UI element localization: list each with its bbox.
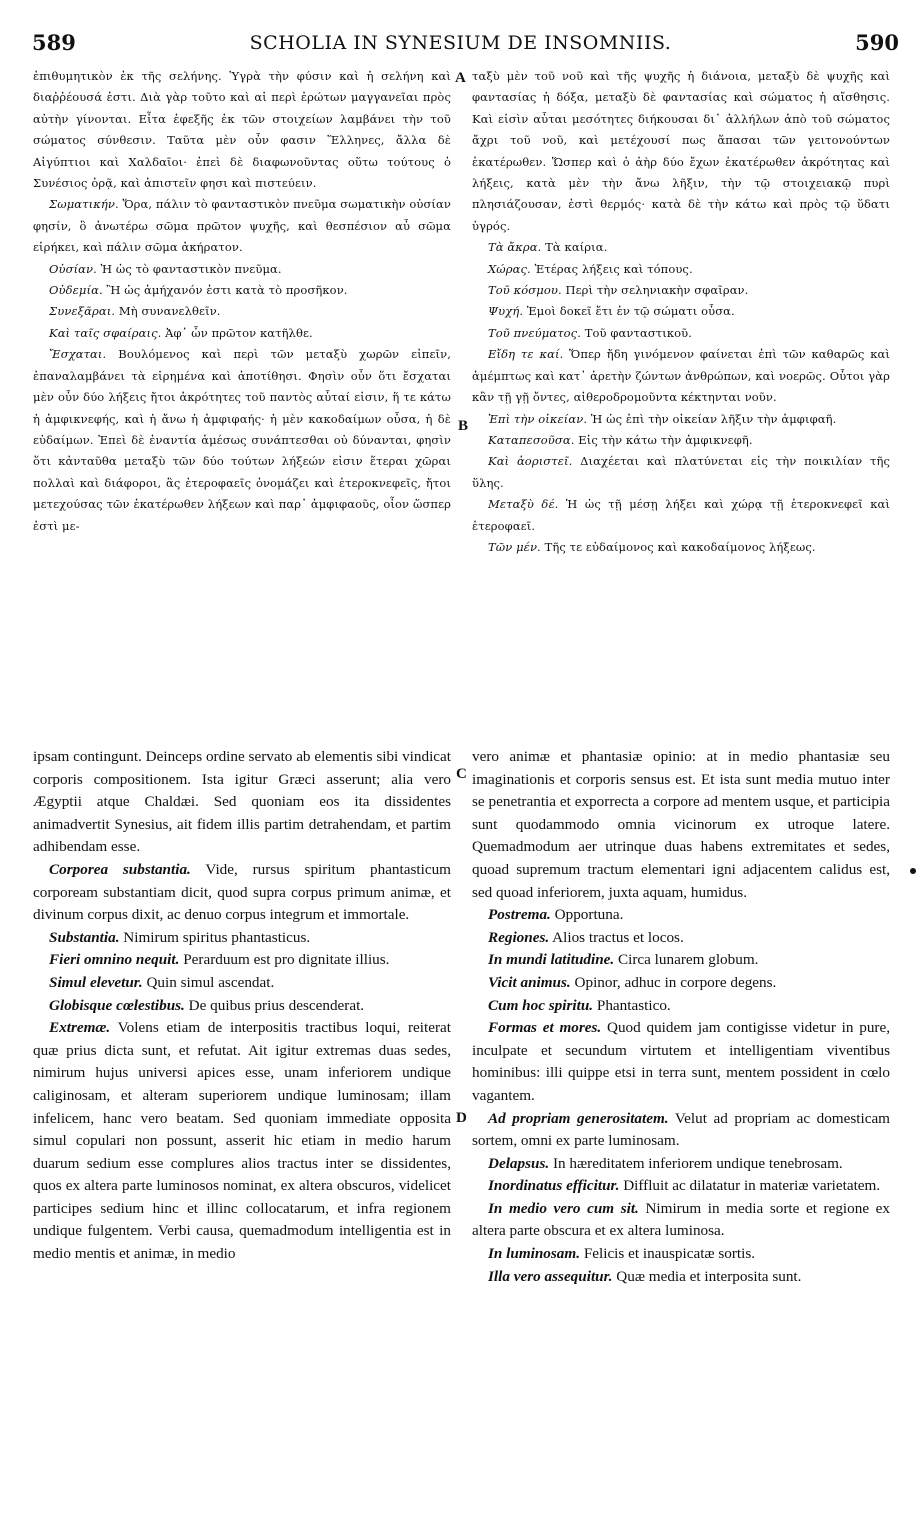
entry-text: vero animæ et phantasiæ opinio: at in medio phantasiæ seu imaginationis et corporis sensus est. Et ista sunt media mutuo inter se penetrantia et exporrecta a corpore ad mentem usque, et participia sunt quodammodo omnia vicinorum ex utroque latere. Quemadmodum aer utrinque duas habens extremitates et sedes, quoad supremum tractum elementari igni adjacentem calidus est, sed quoad inferiorem, juxta aquam, humidus.	[472, 748, 890, 901]
lemma-heading: Fieri omnino nequit.	[49, 951, 180, 969]
scholion-entry	[33, 746, 451, 859]
lemma-heading: Ad propriam generositatem.	[488, 1109, 669, 1127]
lemma-heading: Formas et mores.	[488, 1019, 602, 1037]
entry-text: Εἰς τὴν κάτω τὴν ἀμφικνεφῆ.	[578, 432, 753, 447]
entry-text: ἐπιθυμητικὸν ἐκ τῆς σελήνης. Ὑγρὰ τὴν φύσιν καὶ ἡ σελήνη καὶ διαῤῥέουσά ἐστι. Διὰ γὰρ τοῦτο καὶ αἱ περὶ ἐρώτων μαγγανεῖαι πρὸς αὐτὴν γίνονται. Εἶτα ἐφεξῆς ἐκ τῶν στοιχείων λαμβάνει τὴν τοῦ σώματος σύνθεσιν. Ταῦτα μὲν οὖν φασιν Ἕλληνες, ἄλλα δὲ Αἰγύπτιοι καὶ Χαλδαῖοι· ἐπεὶ δὲ διαφωνοῦντας οὕτω τούτους ὁ Συνέσιος ὁρᾷ, καὶ ἀπιστεῖν φησι καὶ πιστεύειν.	[33, 69, 451, 191]
scholion-entry	[472, 451, 890, 494]
lemma-heading: Postrema.	[488, 906, 551, 924]
entry-text: Perarduum est pro dignitate illius.	[183, 951, 390, 969]
running-title: SCHOLIA IN SYNESIUM DE INSOMNIIS.	[249, 32, 672, 54]
entry-text: Quod quidem jam contigisse videtur in pure, inculpate et secundum virtutem et intelligentiam viventibus hominibus: illi quippe etsi in terra sunt, mentem possident in cœlo vagantem.	[472, 1019, 891, 1104]
scholion-entry	[472, 537, 890, 558]
lemma-heading: Vicit animus.	[488, 973, 571, 991]
entry-text: Felicis et inauspicatæ sortis.	[583, 1245, 756, 1263]
margin-marker-b: B	[458, 418, 469, 434]
entry-text: ipsam contingunt. Deinceps ordine servato ab elementis sibi vindicat corporis compositionem. Ista igitur Græci asserunt; alia vero Ægyptii atque Chaldæi. Sed quoniam eos ita dissidentes animadvertit Synesius, ait fidem illis partim detrahendam, et partim adhibendam esse.	[33, 748, 451, 856]
lemma-heading: In mundi latitudine.	[488, 951, 615, 969]
scholion-entry	[472, 746, 890, 904]
greek-column-left	[33, 66, 451, 537]
scholion-entry	[472, 1243, 890, 1266]
entry-text: Μὴ συνανελθεῖν.	[118, 304, 221, 319]
entry-text: Ὅρα, πάλιν τὸ φανταστικὸν πνεῦμα σωματικὴν οὐσίαν φησίν, ὃ ἀνωτέρω σῶμα πρῶτον ψυχῆς, καὶ θεσπέσιον αὖ σῶμα εἰρήκει, καὶ πάλιν σῶμα ἀκήρατον.	[33, 197, 451, 255]
lemma-heading: Illa vero assequitur.	[488, 1267, 613, 1285]
scholion-entry	[33, 280, 451, 301]
scholion-entry	[472, 237, 890, 258]
lemma-heading: Simul elevetur.	[49, 973, 143, 991]
lemma-heading: Εἴδη τε καί.	[488, 347, 564, 362]
entry-text: Velut ad propriam ac domesticam sortem, omni ex parte luminosam.	[472, 1109, 890, 1150]
scholion-entry	[472, 494, 890, 537]
margin-marker-a: A	[455, 70, 466, 86]
lemma-heading: Delapsus.	[488, 1154, 550, 1172]
entry-text: Opinor, adhuc in corpore degens.	[574, 973, 777, 991]
entry-text: Vide, rursus spiritum phantasticum corpoream substantiam dicit, quod supra corpus primum animæ, et divinum corpus dixit, ac denuo corpus integrum et immortale.	[33, 860, 451, 924]
scholion-entry	[472, 323, 890, 344]
entry-text: Alios tractus et locos.	[552, 928, 684, 946]
margin-marker-d: D	[456, 1110, 467, 1126]
lemma-heading: Συνεξᾶραι.	[49, 304, 116, 319]
lemma-heading: Globisque cœlestibus.	[49, 996, 185, 1014]
lemma-heading: Χώρας.	[488, 261, 531, 276]
entry-text: Ἀφ᾽ ὧν πρῶτον κατῆλθε.	[165, 325, 313, 340]
latin-column-left	[33, 746, 451, 1266]
entry-text: Quæ media et interposita sunt.	[616, 1267, 802, 1285]
scholion-entry	[472, 927, 890, 950]
entry-text: Circa lunarem globum.	[617, 951, 759, 969]
lemma-heading: Καταπεσοῦσα.	[488, 432, 575, 447]
scholion-entry	[472, 1266, 890, 1289]
entry-text: Τὰ καίρια.	[545, 240, 608, 255]
margin-dot-mark	[910, 868, 916, 874]
scholion-entry	[472, 301, 890, 322]
page-number-right: 590	[855, 30, 899, 55]
entry-text: Βουλόμενος καὶ περὶ τῶν μεταξὺ χωρῶν εἰπεῖν, ἐπαναλαμβάνει τὰ εἰρημένα καὶ ἀποτίθησι. Φησὶν οὖν ὅτι ἔσχαται μὲν οὖν δύο λήξεις ἤτοι ἀκρότητες τοῦ παντὸς αὗταί εἰσιν, ἥ τε κάτω ἡ ἀμφικνεφής, καὶ ἡ ἄνω ἡ ἀμφιφαής· ἡ μὲν κακοδαίμων οὖσα, ἡ δὲ εὐδαίμων. Ἐπεὶ δὲ ἐναντία ἀμέσως συνάπτεσθαι οὐ δύνανται, φησὶν ὅτι κἀνταῦθα μεταξὺ τῶν δύο τούτων λήξεών εἰσιν ἕτεραι χῶραι πολλαὶ καὶ διάφοροι, ἃς ἑτεροφαεῖς ὀνομάζει καὶ ἑτεροκνεφεῖς, ἤτοι μετεχούσας τῶν ἑκατέρωθεν λήξεων καὶ παρ᾽ ἀμφιφαοῦς, οἷον ὥσπερ ἐστὶ με-	[33, 347, 451, 533]
scholion-entry	[33, 344, 451, 537]
scholion-entry	[472, 1153, 890, 1176]
scholion-entry	[33, 927, 451, 950]
entry-text: Phantastico.	[596, 996, 671, 1014]
lemma-heading: Cum hoc spiritu.	[488, 996, 594, 1014]
lemma-heading: In luminosam.	[488, 1245, 581, 1263]
scholion-entry	[33, 1017, 451, 1266]
lemma-heading: In medio vero cum sit.	[488, 1199, 639, 1217]
entry-text: Volens etiam de interpositis tractibus loqui, reiterat quæ prius dicta sunt, et refutat. Ait igitur extremas duas sedes, nimirum hujus universi apices esse, unam inferiorem undique caliginosam, et alteram superiorem undique luminosam; illam infelicem, hanc vero beatam. Sed quoniam immediate opposita simul copulari non possunt, asserit hic etiam in medio harum duarum sedium esse complures alios tractus inter se dissidentes, quos ex altera parte luminosos nominat, ex altera obscuros, videlicet participes sedium hinc et illinc collocatarum, et infra regionem undique fulgentem. Verbi causa, quemadmodum intelligentia est in medio mentis et animæ, in medio	[33, 1019, 451, 1263]
entry-text: Nimirum in media sorte et regione ex altera parte obscura et ex altera luminosa.	[472, 1199, 891, 1240]
entry-text: In hæreditatem inferiorem undique tenebrosam.	[552, 1154, 843, 1172]
entry-text: Quin simul ascendat.	[146, 973, 275, 991]
margin-marker-c: C	[456, 766, 467, 782]
scholion-entry	[33, 194, 451, 258]
scholion-entry	[472, 904, 890, 927]
lemma-heading: Ψυχή.	[488, 304, 524, 319]
lemma-heading: Ἐπὶ τὴν οἰκείαν.	[488, 411, 588, 426]
lemma-heading: Inordinatus efficitur.	[488, 1177, 620, 1195]
scholion-entry	[472, 430, 890, 451]
lemma-heading: Corporea substantia.	[49, 860, 191, 878]
scholion-entry	[472, 972, 890, 995]
lemma-heading: Καὶ ἀοριστεῖ.	[488, 454, 573, 469]
scholion-entry	[472, 409, 890, 430]
lemma-heading: Extremæ.	[49, 1019, 111, 1037]
scholion-entry	[472, 949, 890, 972]
entry-text: Περὶ τὴν σεληνιακὴν σφαῖραν.	[565, 283, 749, 298]
entry-text: Τοῦ φανταστικοῦ.	[584, 325, 693, 340]
scholion-entry	[472, 344, 890, 408]
greek-column-right	[472, 66, 890, 558]
lemma-heading: Ἔσχαται.	[49, 347, 107, 362]
entry-text: De quibus prius descenderat.	[188, 996, 365, 1014]
lemma-heading: Οὐδεμία.	[49, 283, 103, 298]
scholion-entry	[33, 995, 451, 1018]
entry-text: Διαχέεται καὶ πλατύνεται εἰς τὴν ποικιλίαν τῆς ὕλης.	[472, 454, 890, 490]
entry-text: Ἢ ὡς ἀμήχανόν ἐστι κατὰ τὸ προσῆκον.	[106, 283, 348, 298]
entry-text: Ὅπερ ἤδη γινόμενον φαίνεται ἐπὶ τῶν καθαρῶς καὶ ἀμέμπτως καὶ κατ᾽ ἀρετὴν ζώντων ἀνθρώπων, καὶ νοερῶς. Οὗτοι γὰρ κἂν τῇ γῇ ὄντες, αἰθεροδρομοῦντα κέκτηνται νοῦν.	[472, 347, 890, 405]
scholion-entry	[33, 323, 451, 344]
scholion-entry	[472, 66, 890, 237]
page-number-left: 589	[32, 30, 76, 55]
scholion-entry	[472, 995, 890, 1018]
lemma-heading: Τῶν μέν.	[488, 539, 541, 554]
entry-text: Opportuna.	[554, 906, 624, 924]
scholion-entry	[472, 280, 890, 301]
entry-text: Ἑτέρας λήξεις καὶ τόπους.	[534, 261, 693, 276]
lemma-heading: Τοῦ κόσμου.	[488, 283, 562, 298]
entry-text: Ἐμοὶ δοκεῖ ἔτι ἐν τῷ σώματι οὖσα.	[526, 304, 735, 319]
scholion-entry	[33, 301, 451, 322]
scholion-entry	[472, 1175, 890, 1198]
lemma-heading: Τοῦ πνεύματος.	[488, 325, 581, 340]
scholion-entry	[472, 1017, 890, 1107]
entry-text: Nimirum spiritus phantasticus.	[123, 928, 311, 946]
entry-text: Ἡ ὡς τὸ φανταστικὸν πνεῦμα.	[100, 261, 282, 276]
scholion-entry	[472, 1198, 890, 1243]
lemma-heading: Μεταξὺ δέ.	[488, 497, 559, 512]
lemma-heading: Καὶ ταῖς σφαίραις.	[49, 325, 162, 340]
entry-text: Ἡ ὡς τῇ μέσῃ λήξει καὶ χώρᾳ τῇ ἑτεροκνεφεῖ καὶ ἑτεροφαεῖ.	[472, 497, 890, 533]
entry-text: Diffluit ac dilatatur in materiæ varietatem.	[623, 1177, 881, 1195]
running-header	[0, 30, 921, 60]
latin-column-right	[472, 746, 890, 1288]
lemma-heading: Regiones.	[488, 928, 550, 946]
scholion-entry	[472, 259, 890, 280]
entry-text: Τῆς τε εὐδαίμονος καὶ κακοδαίμονος λήξεως.	[544, 539, 816, 554]
scholion-entry	[33, 259, 451, 280]
lemma-heading: Οὐσίαν.	[49, 261, 97, 276]
lemma-heading: Substantia.	[49, 928, 120, 946]
scholion-entry	[33, 66, 451, 194]
scholion-entry	[33, 972, 451, 995]
entry-text: Ἡ ὡς ἐπὶ τὴν οἰκείαν λῆξιν τὴν ἀμφιφαῆ.	[590, 411, 837, 426]
scholion-entry	[33, 859, 451, 927]
scholion-entry	[472, 1108, 890, 1153]
scholion-entry	[33, 949, 451, 972]
lemma-heading: Σωματικήν.	[49, 197, 119, 212]
lemma-heading: Τὰ ἄκρα.	[488, 240, 542, 255]
entry-text: ταξὺ μὲν τοῦ νοῦ καὶ τῆς ψυχῆς ἡ διάνοια, μεταξὺ δὲ ψυχῆς καὶ φαντασίας ἡ δόξα, μεταξὺ δὲ φαντασίας καὶ σώματος ἡ αἴσθησις. Καὶ εἰσὶν αὗται μεσότητες διήκουσαι δι᾽ ἀλλήλων ἀπὸ τοῦ σώματος ἄχρι τοῦ νοῦ, καὶ μετέχουσί πως ἅπασαι τῶν γειτονούντων ἑκατέρωθεν. Ὥσπερ καὶ ὁ ἀὴρ δύο ἔχων ἑκατέρωθεν ἀκρότητας καὶ λήξεις, κατὰ μὲν τὴν ἄνω λῆξιν, τὴν τῷ στοιχειακῷ πυρὶ πλησιάζουσαν, ἐστὶ θερμός· κατὰ δὲ τὴν κάτω καὶ πρὸς τῷ ὕδατι ὑγρός.	[472, 69, 890, 233]
